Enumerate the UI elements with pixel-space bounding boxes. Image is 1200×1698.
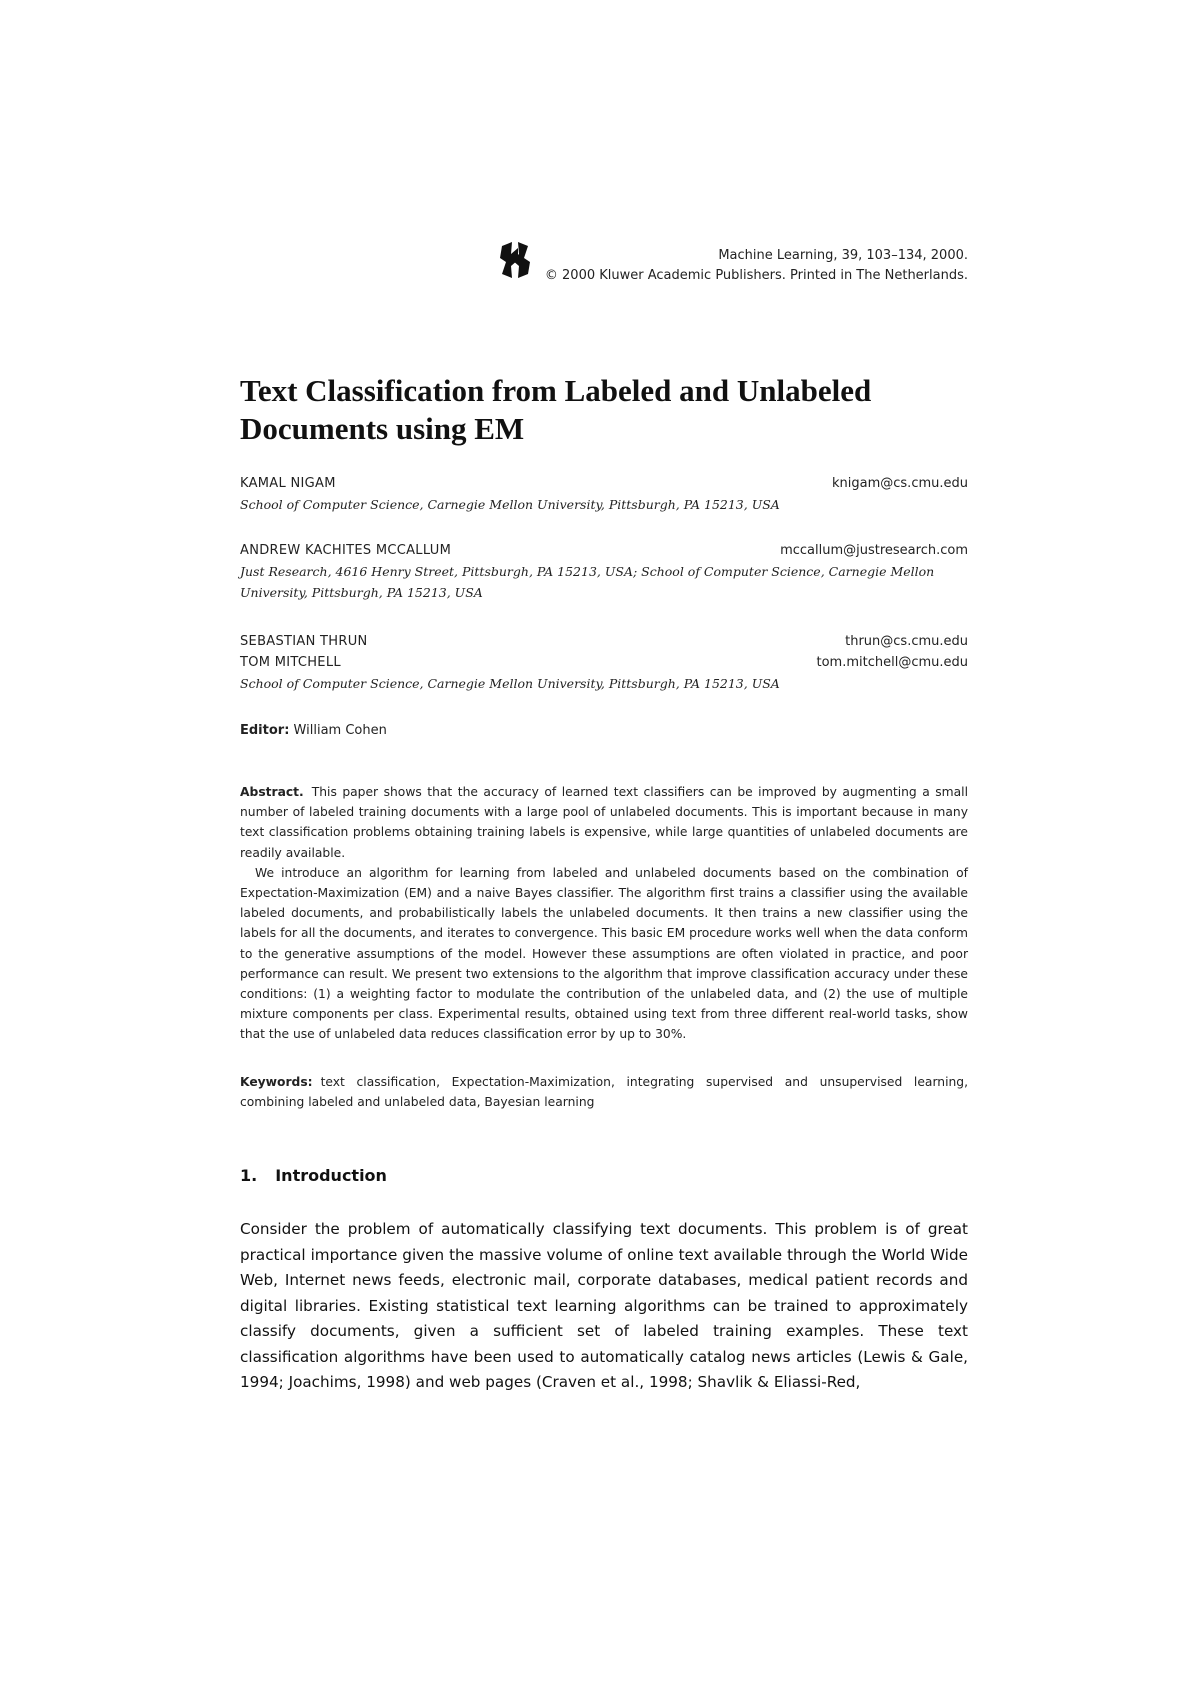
keywords-label: Keywords:	[240, 1075, 313, 1089]
author-affiliation: University, Pittsburgh, PA 15213, USA	[240, 585, 483, 600]
journal-header	[498, 240, 968, 290]
author-email: mccallum@justresearch.com	[780, 543, 968, 558]
author-affiliation: School of Computer Science, Carnegie Mellon University, Pittsburgh, PA 15213, USA	[240, 497, 780, 512]
editor-name: William Cohen	[293, 723, 387, 738]
introduction-body	[240, 1217, 968, 1396]
author-affiliation: School of Computer Science, Carnegie Mellon University, Pittsburgh, PA 15213, USA	[240, 676, 780, 691]
author-entry-group	[240, 631, 968, 694]
author-name: SEBASTIAN THRUN	[240, 634, 368, 649]
kluwer-publisher-logo-icon	[498, 240, 532, 280]
section-heading	[240, 1166, 387, 1185]
title-line-2: Documents using EM	[240, 411, 525, 446]
keywords	[240, 1072, 968, 1112]
author-email: thrun@cs.cmu.edu	[845, 634, 968, 649]
editor-line	[240, 723, 387, 738]
author-email: knigam@cs.cmu.edu	[832, 476, 968, 491]
journal-line: Machine Learning, 39, 103–134, 2000.	[718, 248, 968, 263]
author-email: tom.mitchell@cmu.edu	[816, 655, 968, 670]
section-number: 1.	[240, 1166, 258, 1185]
abstract-text: This paper shows that the accuracy of learned text classifiers can be improved by augmenting a small number of labeled training documents with a large pool of unlabeled documents. This is important because in many text classification problems obtaining training labels is expensive, while large quantities of unlabeled documents are readily available.	[240, 785, 968, 860]
copyright-line: © 2000 Kluwer Academic Publishers. Printed in The Netherlands.	[544, 268, 968, 283]
author-name: KAMAL NIGAM	[240, 476, 336, 491]
editor-label: Editor:	[240, 723, 290, 738]
section-title: Introduction	[275, 1166, 387, 1185]
abstract-label: Abstract.	[240, 785, 304, 799]
keywords-text: text classification, Expectation-Maximization, integrating supervised and unsupervised learning, combining labeled and unlabeled data, Bayesian learning	[240, 1075, 968, 1110]
abstract-paragraph: We introduce an algorithm for learning from labeled and unlabeled documents based on the combination of Expectation-Maximization (EM) and a naive Bayes classifier. The algorithm first trains a classifier using the available labeled documents, and probabilistically labels the unlabeled documents. It then trains a new classifier using the labels for all the documents, and iterates to convergence. This basic EM procedure works well when the data conform to the generative assumptions of the model. However these assumptions are often violated in practice, and poor performance can result. We present two extensions to the algorithm that improve classification accuracy under these conditions: (1) a weighting factor to modulate the contribution of the unlabeled data, and (2) the use of multiple mixture components per class. Experimental results, obtained using text from three different real-world tasks, show that the use of unlabeled data reduces classification error by up to 30%.	[240, 865, 968, 1042]
abstract-paragraph	[240, 782, 968, 863]
paper-title	[240, 372, 970, 448]
author-affiliation: Just Research, 4616 Henry Street, Pittsburgh, PA 15213, USA; School of Computer Science, Carnegie Mellon	[240, 564, 935, 579]
journal-citation	[545, 246, 968, 286]
author-name: ANDREW KACHITES MCCALLUM	[240, 543, 452, 558]
author-name: TOM MITCHELL	[240, 655, 341, 670]
author-entry	[240, 473, 968, 515]
abstract	[240, 782, 968, 1045]
author-entry	[240, 540, 968, 603]
body-paragraph: Consider the problem of automatically classifying text documents. This problem is of great practical importance given the massive volume of online text available through the World Wide Web, Internet news feeds, electronic mail, corporate databases, medical patient records and digital libraries. Existing statistical text learning algorithms can be trained to approximately classify documents, given a sufficient set of labeled training examples. These text classification algorithms have been used to automatically catalog news articles (Lewis & Gale, 1994; Joachims, 1998) and web pages (Craven et al., 1998; Shavlik & Eliassi-Red,	[240, 1220, 968, 1391]
title-line-1: Text Classification from Labeled and Unlabeled	[240, 373, 872, 408]
